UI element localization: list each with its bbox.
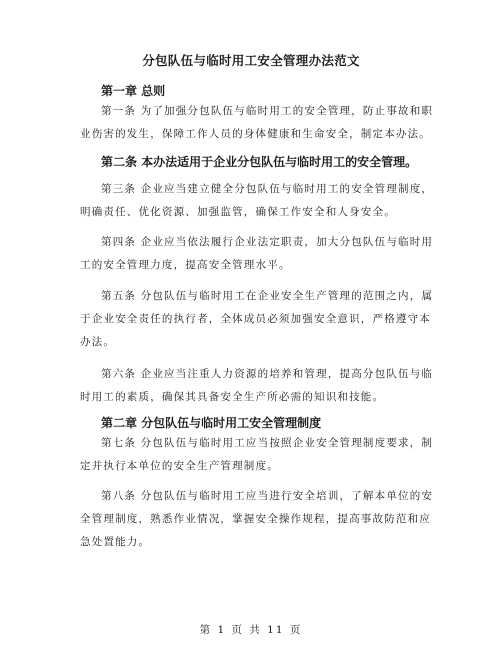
article-8-line-1: 第八条 分包队伍与临时用工应当进行安全培训，了解本单位的安 bbox=[101, 490, 434, 502]
article-7-line-2: 定并执行本单位的安全生产管理制度。 bbox=[80, 460, 279, 472]
article-4-line-2: 工的安全管理力度，提高安全管理水平。 bbox=[80, 259, 291, 271]
document-title: 分包队伍与临时用工安全管理办法范文 bbox=[142, 53, 360, 68]
article-7-line-1: 第七条 分包队伍与临时用工应当按照企业安全管理制度要求，制 bbox=[101, 437, 434, 449]
article-3-line-2: 明确责任、优化资源、加强监管，确保工作安全和人身安全。 bbox=[80, 206, 396, 218]
article-7 bbox=[80, 432, 434, 478]
chapter-1-heading: 第一章 总则 bbox=[101, 84, 166, 98]
article-6-line-1: 第六条 企业应当注重人力资源的培养和管理，提高分包队伍与临 bbox=[101, 368, 434, 380]
article-2: 第二条 本办法适用于企业分包队伍与临时用工的安全管理。 bbox=[101, 155, 418, 169]
article-6-line-2: 时用工的素质，确保其具备安全生产所必需的知识和技能。 bbox=[80, 391, 385, 403]
article-4 bbox=[80, 231, 434, 277]
article-5-line-3: 办法。 bbox=[80, 336, 116, 348]
article-1 bbox=[80, 100, 434, 146]
article-8 bbox=[80, 485, 434, 554]
article-5 bbox=[80, 285, 434, 354]
article-1-line-1: 第一条 为了加强分包队伍与临时用工的安全管理，防止事故和职 bbox=[101, 105, 434, 117]
article-3 bbox=[80, 178, 434, 224]
chapter-2-heading: 第二章 分包队伍与临时用工安全管理制度 bbox=[101, 416, 322, 430]
article-8-line-2: 全管理制度，熟悉作业情况，掌握安全操作规程，提高事故防范和应 bbox=[80, 513, 431, 525]
article-3-line-1: 第三条 企业应当建立健全分包队伍与临时用工的安全管理制度， bbox=[101, 183, 434, 195]
article-5-line-1: 第五条 分包队伍与临时用工在企业安全生产管理的范围之内，属 bbox=[101, 290, 434, 302]
page-number-footer: 第 1 页 共 11 页 bbox=[199, 624, 303, 636]
article-1-line-2: 业伤害的发生，保障工作人员的身体健康和生命安全，制定本办法。 bbox=[80, 128, 431, 140]
article-5-line-2: 于企业安全责任的执行者，全体成员必须加强安全意识，严格遵守本 bbox=[80, 313, 431, 325]
article-4-line-1: 第四条 企业应当依法履行企业法定职责，加大分包队伍与临时用 bbox=[101, 236, 434, 248]
article-6 bbox=[80, 363, 434, 409]
article-8-line-3: 急处置能力。 bbox=[80, 536, 151, 548]
